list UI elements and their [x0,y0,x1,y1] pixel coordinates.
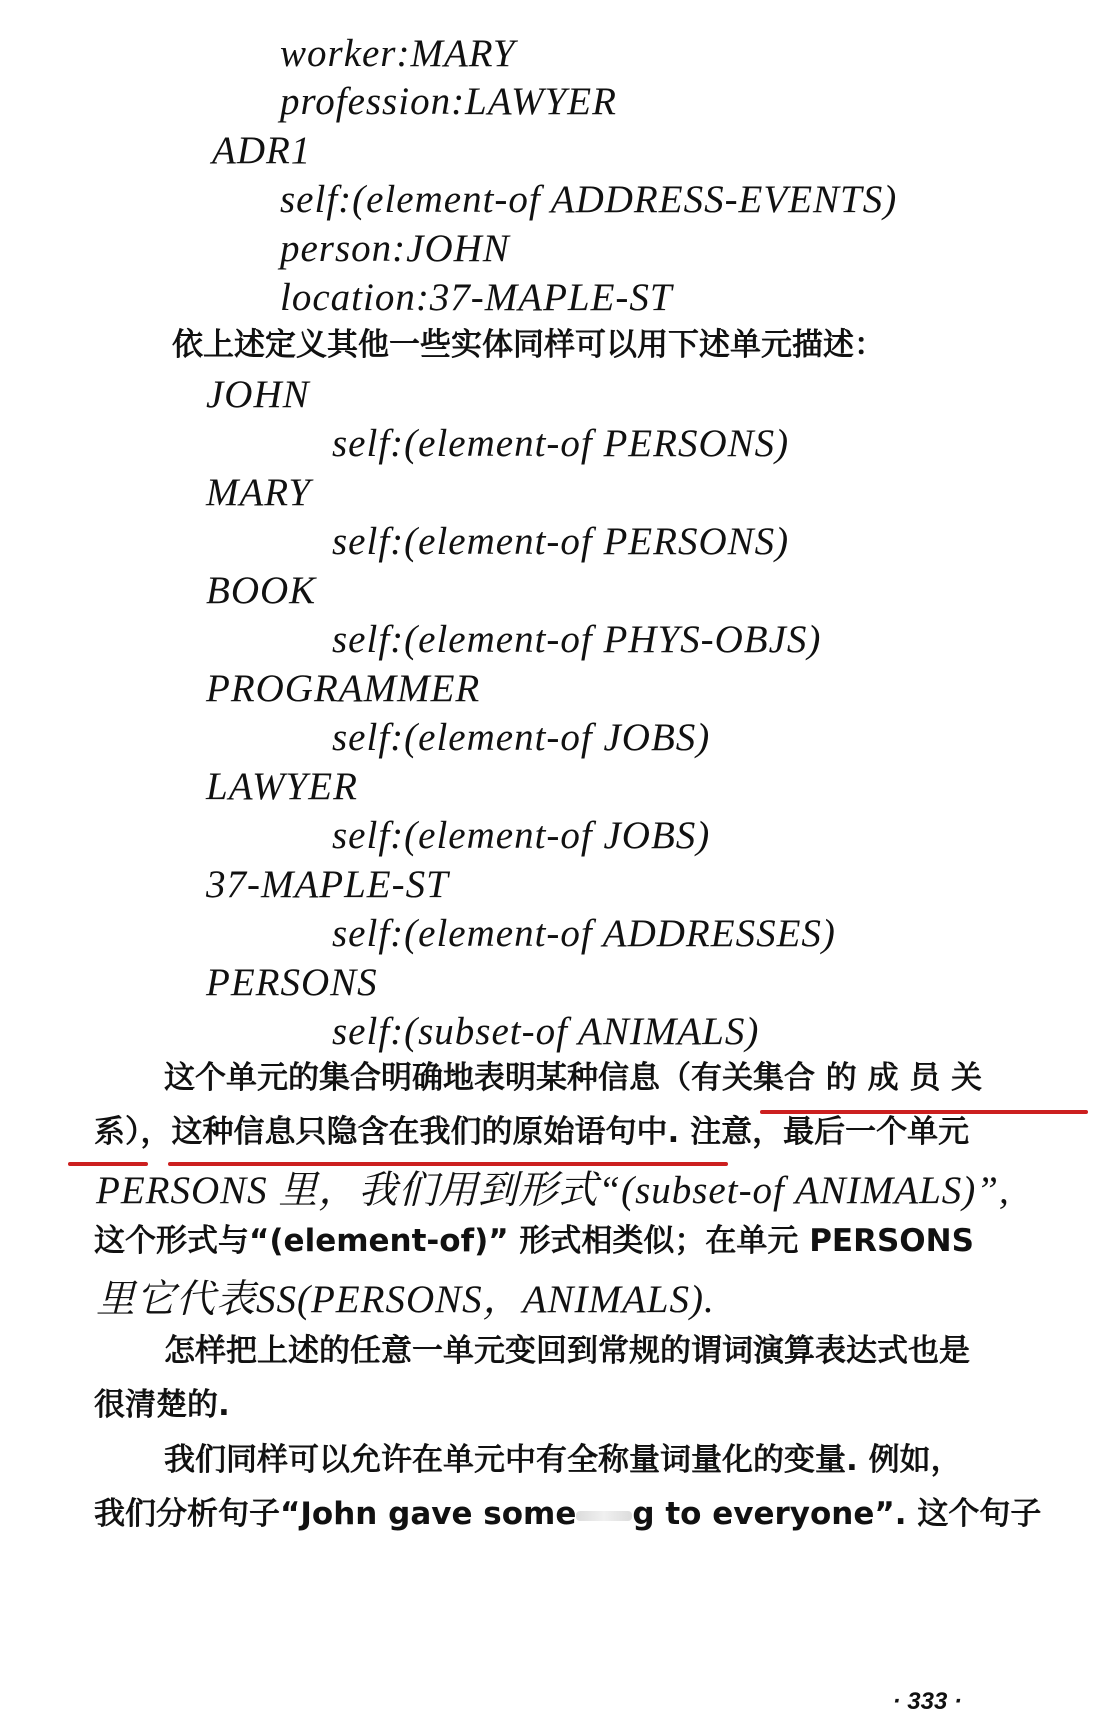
unit-name: PERSONS [206,961,378,1004]
paragraph-line: 系），这种信息只隐含在我们的原始语句中. 注意，最后一个单元 [94,1114,970,1150]
red-underline [68,1162,148,1166]
adr1-unit: ADR1 [212,129,312,172]
paragraph-line: 这个形式与“(element-of)” 形式相类似；在单元 PERSONS [94,1223,974,1259]
adr1-location-slot: location:37-MAPLE-ST [280,276,673,319]
paragraph-line-start: 我们分析句子“John gave some [94,1496,577,1532]
unit-self-slot: self:(element-of JOBS) [332,716,711,759]
paragraph-line: 我们同样可以允许在单元中有全称量词量化的变量. 例如， [164,1442,962,1478]
page-number: · 333 · [892,1688,962,1715]
intro-sentence: 依上述定义其他一些实体同样可以用下述单元描述： [172,327,885,363]
paragraph-line: 很清楚的. [94,1387,230,1423]
paragraph-line: 这个单元的集合明确地表明某种信息（有关集合 的 成 员 关 [164,1060,983,1096]
unit-self-slot: self:(element-of PERSONS) [332,422,790,465]
paragraph-line: PERSONS 里，我们用到形式“(subset-of ANIMALS)”, [96,1169,1010,1212]
unit-name: MARY [206,471,312,514]
unit-name: JOHN [206,373,310,416]
unit-name: 37-MAPLE-ST [206,863,449,906]
unit-self-slot: self:(element-of ADDRESSES) [332,912,836,955]
paragraph-line: 怎样把上述的任意一单元变回到常规的谓词演算表达式也是 [164,1333,970,1369]
adr1-self-slot: self:(element-of ADDRESS-EVENTS) [280,178,898,221]
paragraph-line-end: g to everyone”. 这个句子 [632,1496,1042,1532]
unit-self-slot: self:(subset-of ANIMALS) [332,1010,760,1053]
unit-self-slot: self:(element-of JOBS) [332,814,711,857]
unit-self-slot: self:(element-of PHYS-OBJS) [332,618,822,661]
adr1-person-slot: person:JOHN [280,227,510,270]
unit-name: LAWYER [206,765,358,808]
paragraph-line [94,1496,1042,1532]
red-underline [168,1162,728,1166]
profession-slot: profession:LAWYER [280,80,617,123]
worker-slot: worker:MARY [280,32,516,75]
unit-name: PROGRAMMER [206,667,481,710]
paragraph-line: 里它代表SS(PERSONS，ANIMALS). [96,1278,715,1321]
unit-name: BOOK [206,569,317,612]
smudge-mark [576,1511,632,1521]
unit-self-slot: self:(element-of PERSONS) [332,520,790,563]
